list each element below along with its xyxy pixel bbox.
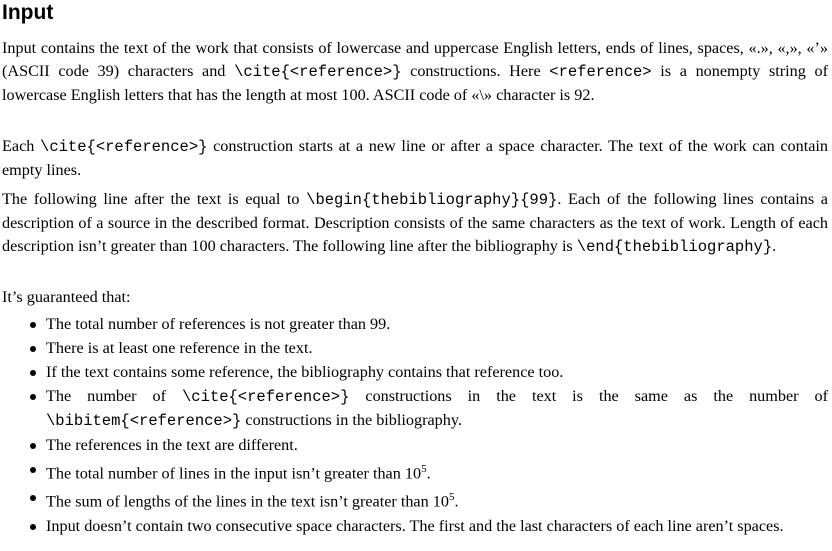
list-item: There is at least one reference in the text. <box>0 337 828 360</box>
code-bibitem: \bibitem{<reference>} <box>46 412 242 430</box>
list-item: The total number of references is not greater than 99. <box>0 313 828 336</box>
bullet-icon <box>30 346 36 352</box>
bullet-icon <box>30 495 36 501</box>
list-item: If the text contains some reference, the bibliography contains that reference too. <box>0 361 828 384</box>
code-cite: \cite{<reference>} <box>181 388 350 406</box>
code-end-bibliography: \end{thebibliography} <box>576 238 773 256</box>
section-heading: Input <box>2 1 54 24</box>
list-item: The references in the text are different. <box>0 434 828 457</box>
bullet-icon <box>30 394 36 400</box>
code-begin-bibliography: \begin{thebibliography}{99} <box>306 191 558 209</box>
list-item: The total number of lines in the input isn’t greater than $10^5$. <box>0 458 828 485</box>
code-cite: \cite{<reference>} <box>40 138 208 156</box>
code-reference: <reference> <box>549 63 652 81</box>
bullet-icon <box>30 467 36 473</box>
bullet-icon <box>30 322 36 328</box>
bullet-icon <box>30 370 36 376</box>
guarantees-list <box>0 313 828 538</box>
bullet-icon <box>30 524 36 530</box>
paragraph-bibliography: The following line after the text is equal to \begin{thebibliography}{99}. Each of the following lines contains a description of a source in the described format. Description consists of the same characters as the text of work. Length of each description isn’t greater than 100 characters. The following line after the bibliography is \end{thebibliography}. <box>2 190 828 256</box>
paragraph-cite-placement: Each \cite{<reference>} construction starts at a new line or after a space character. The text of the work can contain empty lines. <box>2 137 828 179</box>
list-item: The sum of lengths of the lines in the text isn’t greater than $10^5$. <box>0 486 828 513</box>
list-item: Input doesn’t contain two consecutive space characters. The first and the last characters of each line aren’t spaces. <box>0 515 828 538</box>
code-cite: \cite{<reference>} <box>234 63 402 81</box>
bullet-icon <box>30 443 36 449</box>
list-item: The number of \cite{<reference>} constructions in the text is the same as the number of \bibitem{<reference>} constructions in the bibliography. <box>0 385 828 433</box>
paragraph-input-description: Input contains the text of the work that consists of lowercase and uppercase English letters, ends of lines, spaces, «.», «,», «’» (ASCII code 39) characters and \cite{<reference>} constructions. Here <reference> is a nonempty string of lowercase English letters that has the length at most 100. ASCII code of «\» character is 92. <box>2 39 828 104</box>
paragraph-guarantees-intro: It’s guaranteed that: <box>2 288 131 306</box>
